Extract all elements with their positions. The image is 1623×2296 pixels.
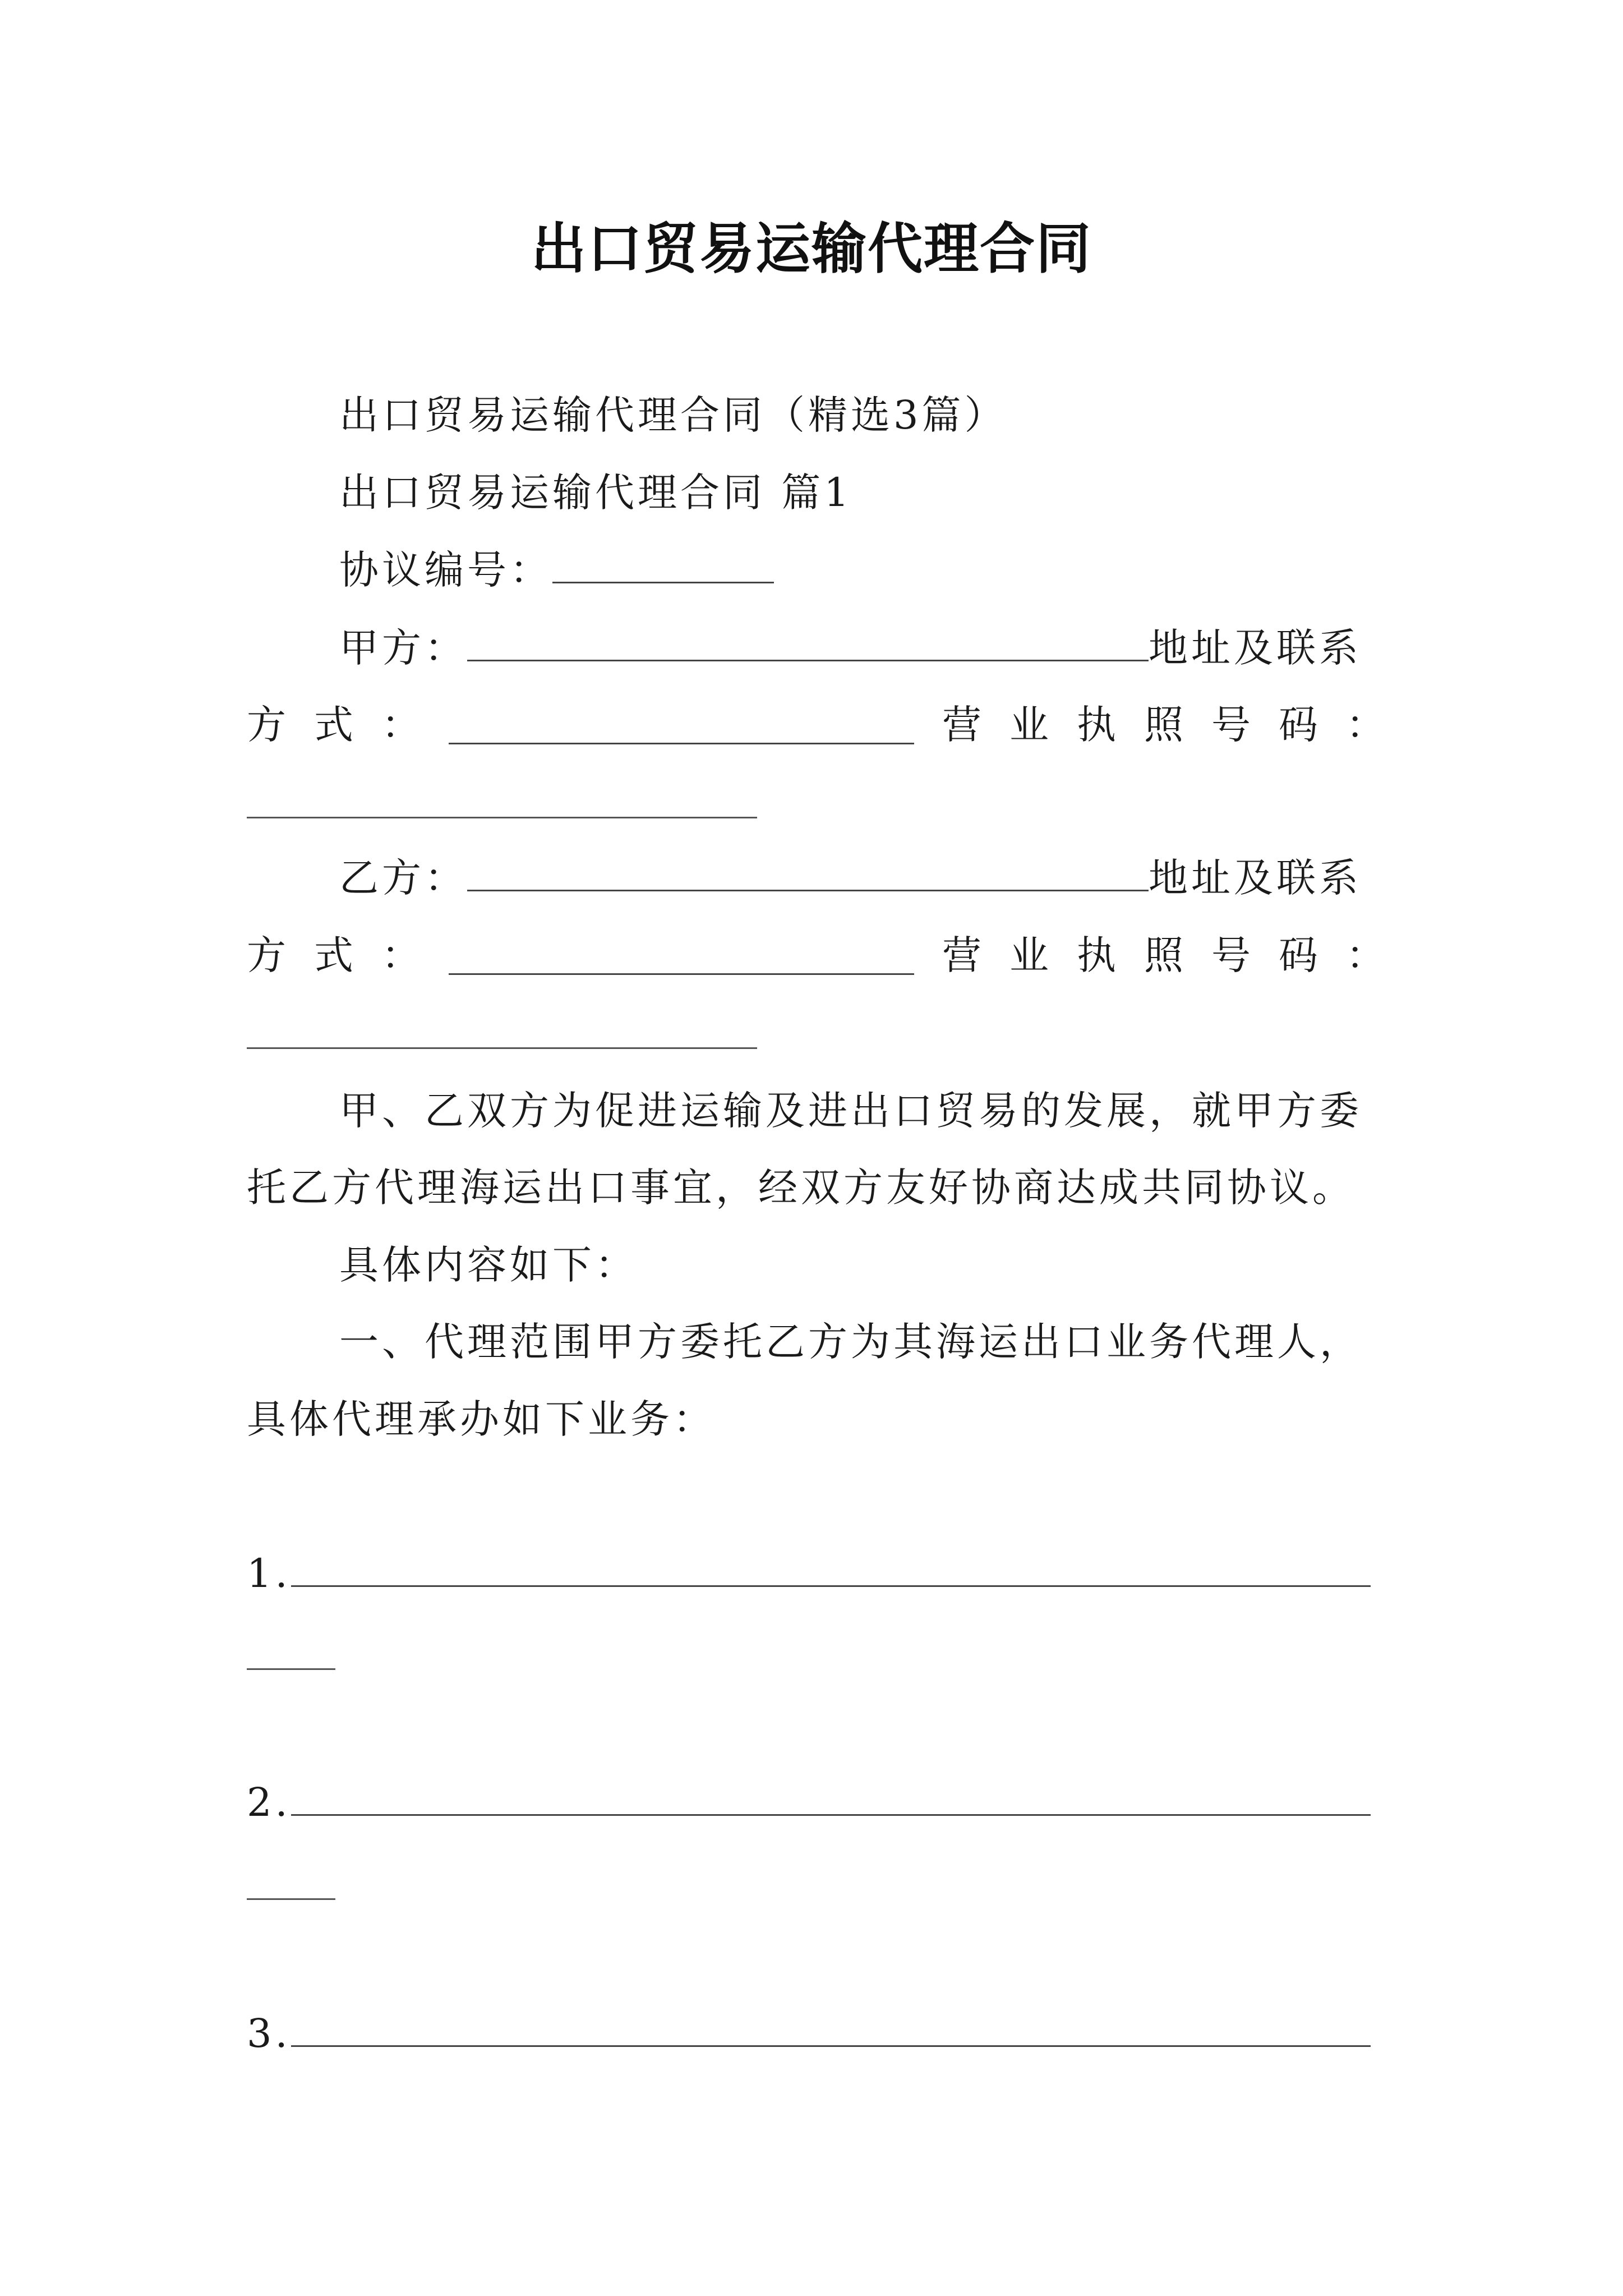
list-item-1 (247, 1550, 1371, 1596)
list-item-3-blank[interactable] (291, 2045, 1371, 2047)
party-b-license-char: 照 (1144, 932, 1183, 978)
party-b-license-char: 执 (1077, 932, 1116, 978)
party-a-license-char: 照 (1144, 702, 1183, 748)
party-a-contact-char: 方 (247, 702, 286, 748)
document-title: 出口贸易运输代理合同 (531, 217, 1092, 281)
party-b-license-char: 号 (1211, 932, 1251, 978)
party-b-license-char: 业 (1009, 932, 1049, 978)
party-a-contact-char: 式 (314, 702, 353, 748)
details-intro: 具体内容如下： (339, 1242, 638, 1288)
party-b-contact-char: 方 (247, 932, 286, 978)
party-b-contact-blank[interactable] (449, 973, 914, 975)
party-b-address-label: 地址及联系 (1149, 855, 1362, 901)
party-a-license-char: 执 (1077, 702, 1116, 748)
party-a-contact-blank[interactable] (449, 742, 914, 744)
party-b-name-blank[interactable] (467, 889, 1149, 891)
list-item-2-continuation-blank[interactable] (247, 1898, 335, 1900)
list-item-2 (247, 1779, 1371, 1825)
party-b-license-char: 营 (942, 932, 981, 978)
list-item-number: 1. (247, 1550, 291, 1596)
section-heading: 出口贸易运输代理合同 篇1 (339, 470, 852, 516)
party-a-name-blank[interactable] (467, 659, 1149, 661)
party-b-contact-line (247, 932, 1385, 978)
party-a-license-char: 业 (1009, 702, 1049, 748)
party-a-license-char: 码 (1279, 702, 1318, 748)
party-a-license-blank[interactable] (247, 817, 757, 818)
list-item-1-blank[interactable] (291, 1585, 1371, 1587)
party-b-license-char: 码 (1279, 932, 1318, 978)
party-b-license-char: ： (1346, 932, 1385, 978)
party-b-contact-char: 式 (314, 932, 353, 978)
party-a-label: 甲方： (339, 625, 467, 671)
party-a-contact-char: ： (381, 702, 421, 748)
list-item-1-continuation-blank[interactable] (247, 1668, 335, 1670)
party-a-address-label: 地址及联系 (1149, 625, 1362, 671)
clause-1-line-1: 一、代理范围甲方委托乙方为其海运出口业务代理人， (339, 1319, 1362, 1365)
preamble-line-1: 甲、乙双方为促进运输及进出口贸易的发展，就甲方委 (339, 1088, 1362, 1134)
party-a-contact-line (247, 702, 1385, 748)
document-subtitle: 出口贸易运输代理合同（精选3篇） (339, 392, 1007, 438)
agreement-number-label: 协议编号： (339, 547, 552, 593)
agreement-number-blank[interactable] (552, 581, 774, 583)
party-a-license-char: 营 (942, 702, 981, 748)
party-b-license-blank[interactable] (247, 1047, 757, 1049)
list-item-3 (247, 2010, 1371, 2056)
list-item-number: 2. (247, 1779, 291, 1825)
list-item-number: 3. (247, 2010, 291, 2056)
list-item-2-blank[interactable] (291, 1814, 1371, 1816)
party-a-line (339, 625, 1362, 671)
preamble-line-2: 托乙方代理海运出口事宜，经双方友好协商达成共同协议。 (247, 1165, 1355, 1211)
clause-1-line-2: 具体代理承办如下业务： (247, 1396, 716, 1442)
party-a-license-char: 号 (1211, 702, 1251, 748)
agreement-number-line (339, 547, 774, 593)
party-b-contact-char: ： (381, 932, 421, 978)
party-b-line (339, 855, 1362, 901)
party-a-license-char: ： (1346, 702, 1385, 748)
party-b-label: 乙方： (339, 855, 467, 901)
